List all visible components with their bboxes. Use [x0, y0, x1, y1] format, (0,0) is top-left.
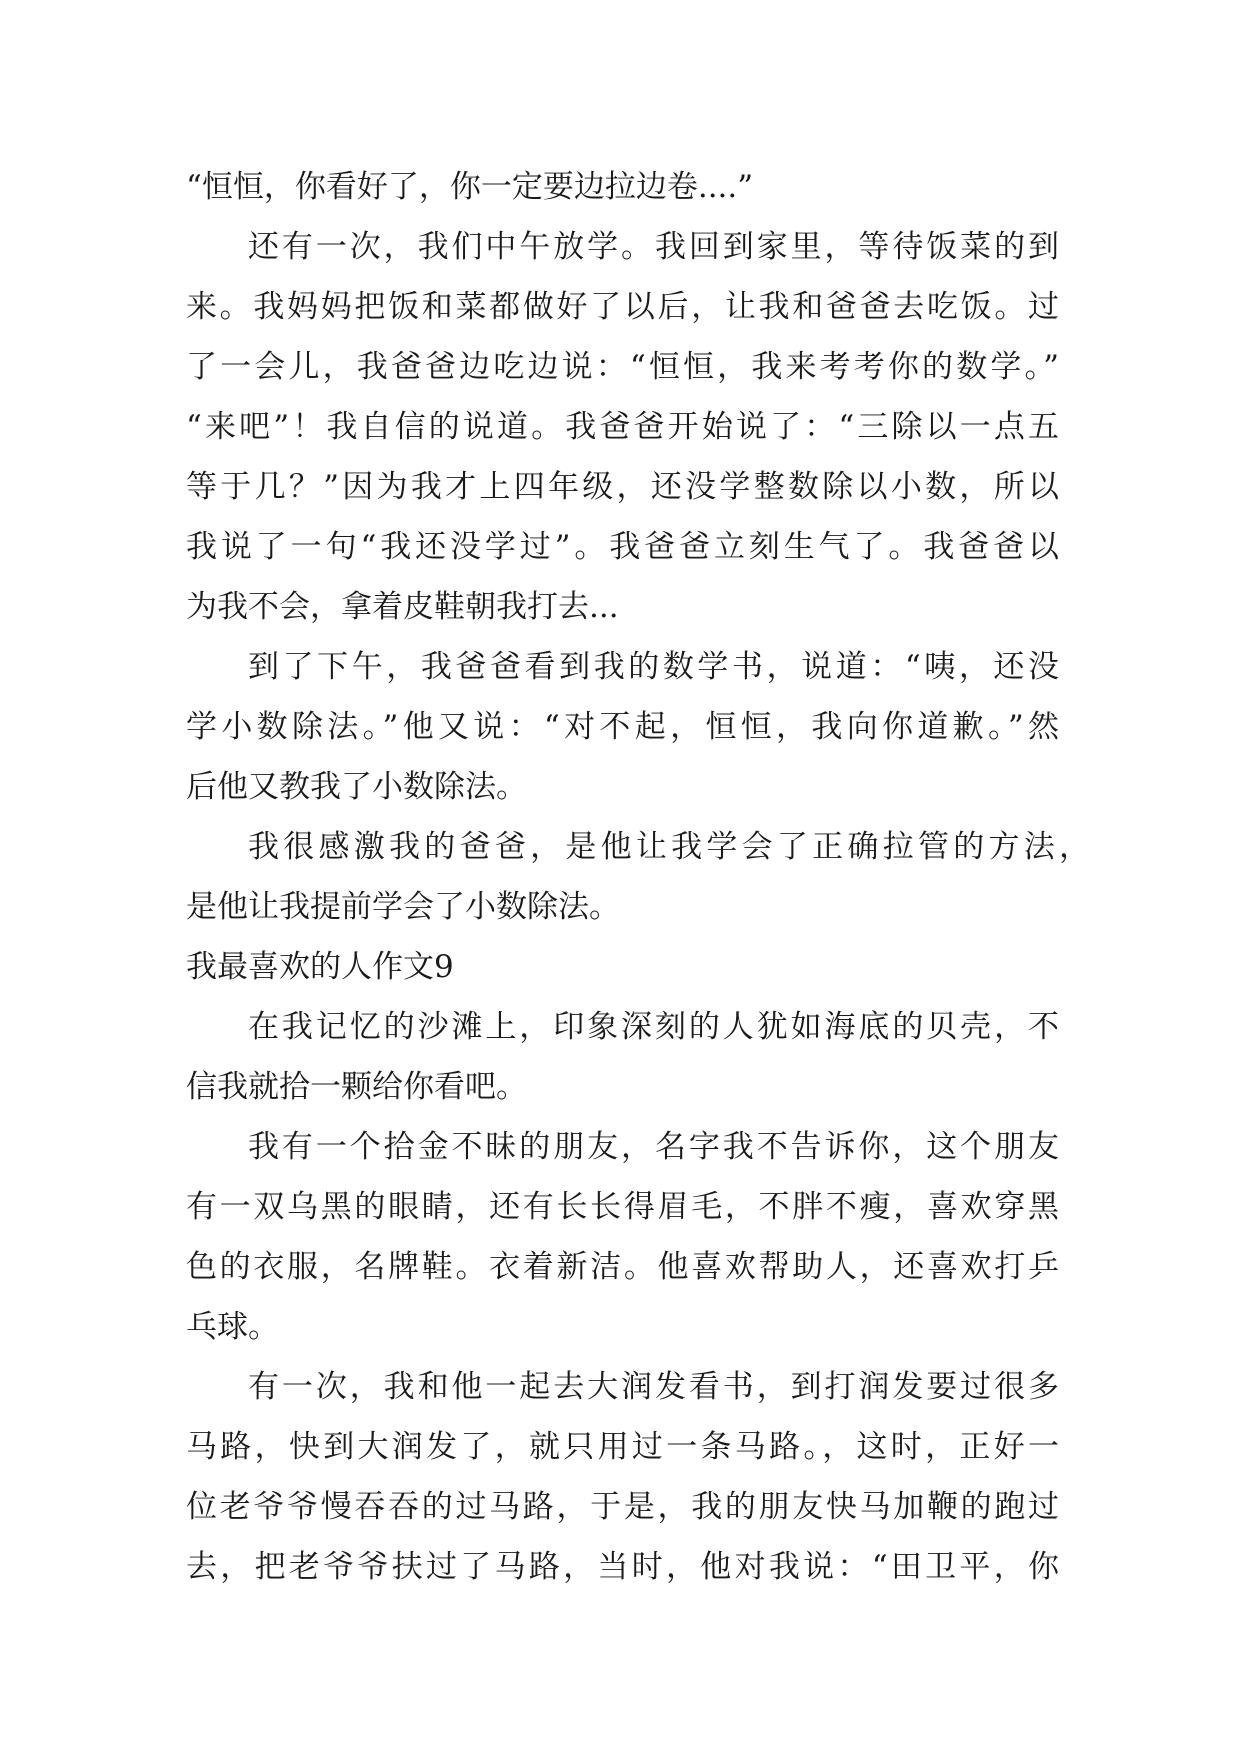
paragraph-line: 有一次，我和他一起去大润发看书，到打润发要过很多: [248, 1369, 1059, 1405]
text-line: 了一会儿，我爸爸边吃边说：“恒恒，我来考考你的数学。”: [186, 349, 1059, 385]
text-line: 有一双乌黑的眼睛，还有长长得眉毛，不胖不瘦，喜欢穿黑: [186, 1189, 1059, 1225]
paragraph-line: 我很感激我的爸爸，是他让我学会了正确拉管的方法，: [248, 829, 1090, 865]
document-body: [186, 157, 1090, 1597]
text-line: 马路，快到大润发了，就只用过一条马路。，这时，正好一: [186, 1429, 1059, 1465]
text-line: 等于几？”因为我才上四年级，还没学整数除以小数，所以: [186, 469, 1059, 505]
text-line: 为我不会，拿着皮鞋朝我打去...: [186, 589, 619, 625]
text-line: 位老爷爷慢吞吞的过马路，于是，我的朋友快马加鞭的跑过: [186, 1489, 1059, 1525]
text-line: 去，把老爷爷扶过了马路，当时，他对我说：“田卫平，你: [186, 1549, 1059, 1585]
text-line: 是他让我提前学会了小数除法。: [186, 889, 620, 925]
text-line: “来吧”！我自信的说道。我爸爸开始说了：“三除以一点五: [186, 409, 1059, 445]
paragraph-line: 我有一个拾金不昧的朋友，名字我不告诉你，这个朋友: [248, 1129, 1059, 1165]
paragraph-line: 在我记忆的沙滩上，印象深刻的人犹如海底的贝壳，不: [248, 1009, 1059, 1045]
paragraph-line: 到了下午，我爸爸看到我的数学书，说道：“咦，还没: [248, 649, 1059, 685]
paragraph-line: 还有一次，我们中午放学。我回到家里，等待饭菜的到: [248, 229, 1059, 265]
text-line: 色的衣服，名牌鞋。衣着新洁。他喜欢帮助人，还喜欢打乒: [186, 1249, 1059, 1285]
text-line: 信我就拾一颗给你看吧。: [186, 1069, 527, 1105]
text-line: 学小数除法。”他又说：“对不起，恒恒，我向你道歉。”然: [186, 709, 1059, 745]
text-line: “恒恒，你看好了，你一定要边拉边卷....”: [186, 169, 754, 205]
section-heading: 我最喜欢的人作文9: [186, 949, 454, 985]
text-line: 乓球。: [186, 1309, 279, 1345]
text-line: 来。我妈妈把饭和菜都做好了以后，让我和爸爸去吃饭。过: [186, 289, 1059, 325]
text-line: 我说了一句“我还没学过”。我爸爸立刻生气了。我爸爸以: [186, 529, 1059, 565]
text-line: 后他又教我了小数除法。: [186, 769, 527, 805]
